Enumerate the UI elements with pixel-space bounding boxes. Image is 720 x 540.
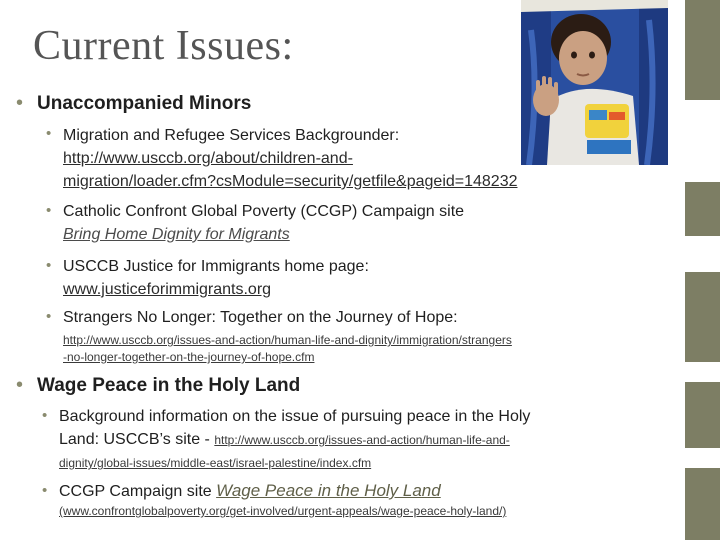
bullet-icon: • <box>46 257 52 274</box>
list-item <box>59 479 441 503</box>
bullet-icon: • <box>42 482 48 499</box>
item-text: Migration and Refugee Services Backgrounder: <box>63 127 400 144</box>
decorative-strip <box>685 382 720 448</box>
bullet-icon: • <box>16 92 24 114</box>
decorative-strip <box>685 0 720 100</box>
bring-home-dignity-link[interactable]: Bring Home Dignity for Migrants <box>63 226 290 243</box>
backgrounder-link[interactable] <box>63 147 533 170</box>
decorative-strip <box>685 468 720 540</box>
link-line[interactable]: -no-longer-together-on-the-journey-of-hope.cfm <box>63 350 315 364</box>
list-item <box>63 306 458 329</box>
page-title: Current Issues: <box>33 23 294 69</box>
decorative-strip <box>685 272 720 362</box>
list-item <box>63 200 464 246</box>
item-text: Background information on the issue of pursuing peace in the Holy <box>59 408 531 425</box>
section-heading-unaccompanied-minors: Unaccompanied Minors <box>37 93 252 114</box>
bullet-icon: • <box>16 374 24 396</box>
item-text: Catholic Confront Global Poverty (CCGP) Campaign site <box>63 203 465 220</box>
child-photo-illustration <box>521 0 668 165</box>
bullet-icon: • <box>46 202 52 219</box>
item-text: Land: USCCB’s site - <box>59 431 215 448</box>
bullet-icon: • <box>46 125 52 142</box>
bullet-icon: • <box>46 308 52 325</box>
wage-peace-link[interactable]: Wage Peace in the Holy Land <box>216 481 441 500</box>
link-line[interactable]: http://www.usccb.org/issues-and-action/human-life-and-dignity/immigration/strangers <box>63 333 512 347</box>
section-heading-wage-peace: Wage Peace in the Holy Land <box>37 375 301 396</box>
justice-for-immigrants-link[interactable]: www.justiceforimmigrants.org <box>63 281 272 298</box>
strangers-no-longer-link[interactable] <box>63 332 512 366</box>
list-item <box>59 405 530 451</box>
list-item <box>63 124 533 170</box>
confront-global-poverty-url[interactable]: (www.confrontglobalpoverty.org/get-involved/urgent-appeals/wage-peace-holy-land/) <box>59 504 507 518</box>
backgrounder-link-continued[interactable]: migration/loader.cfm?csModule=security/getfile&pageid=148232 <box>63 173 518 190</box>
child-photo <box>521 0 668 165</box>
item-text: USCCB Justice for Immigrants home page: <box>63 258 369 275</box>
usccb-israel-palestine-link-continued[interactable]: dignity/global-issues/middle-east/israel-palestine/index.cfm <box>59 456 372 470</box>
decorative-strip <box>685 182 720 236</box>
link-line[interactable]: http://www.usccb.org/about/children-and- <box>63 150 353 167</box>
item-text: CCGP Campaign site <box>59 483 217 500</box>
bullet-icon: • <box>42 407 48 424</box>
usccb-israel-palestine-link[interactable]: http://www.usccb.org/issues-and-action/human-life-and- <box>214 433 510 447</box>
item-text: Strangers No Longer: Together on the Journey of Hope: <box>63 309 458 326</box>
list-item <box>63 255 369 301</box>
